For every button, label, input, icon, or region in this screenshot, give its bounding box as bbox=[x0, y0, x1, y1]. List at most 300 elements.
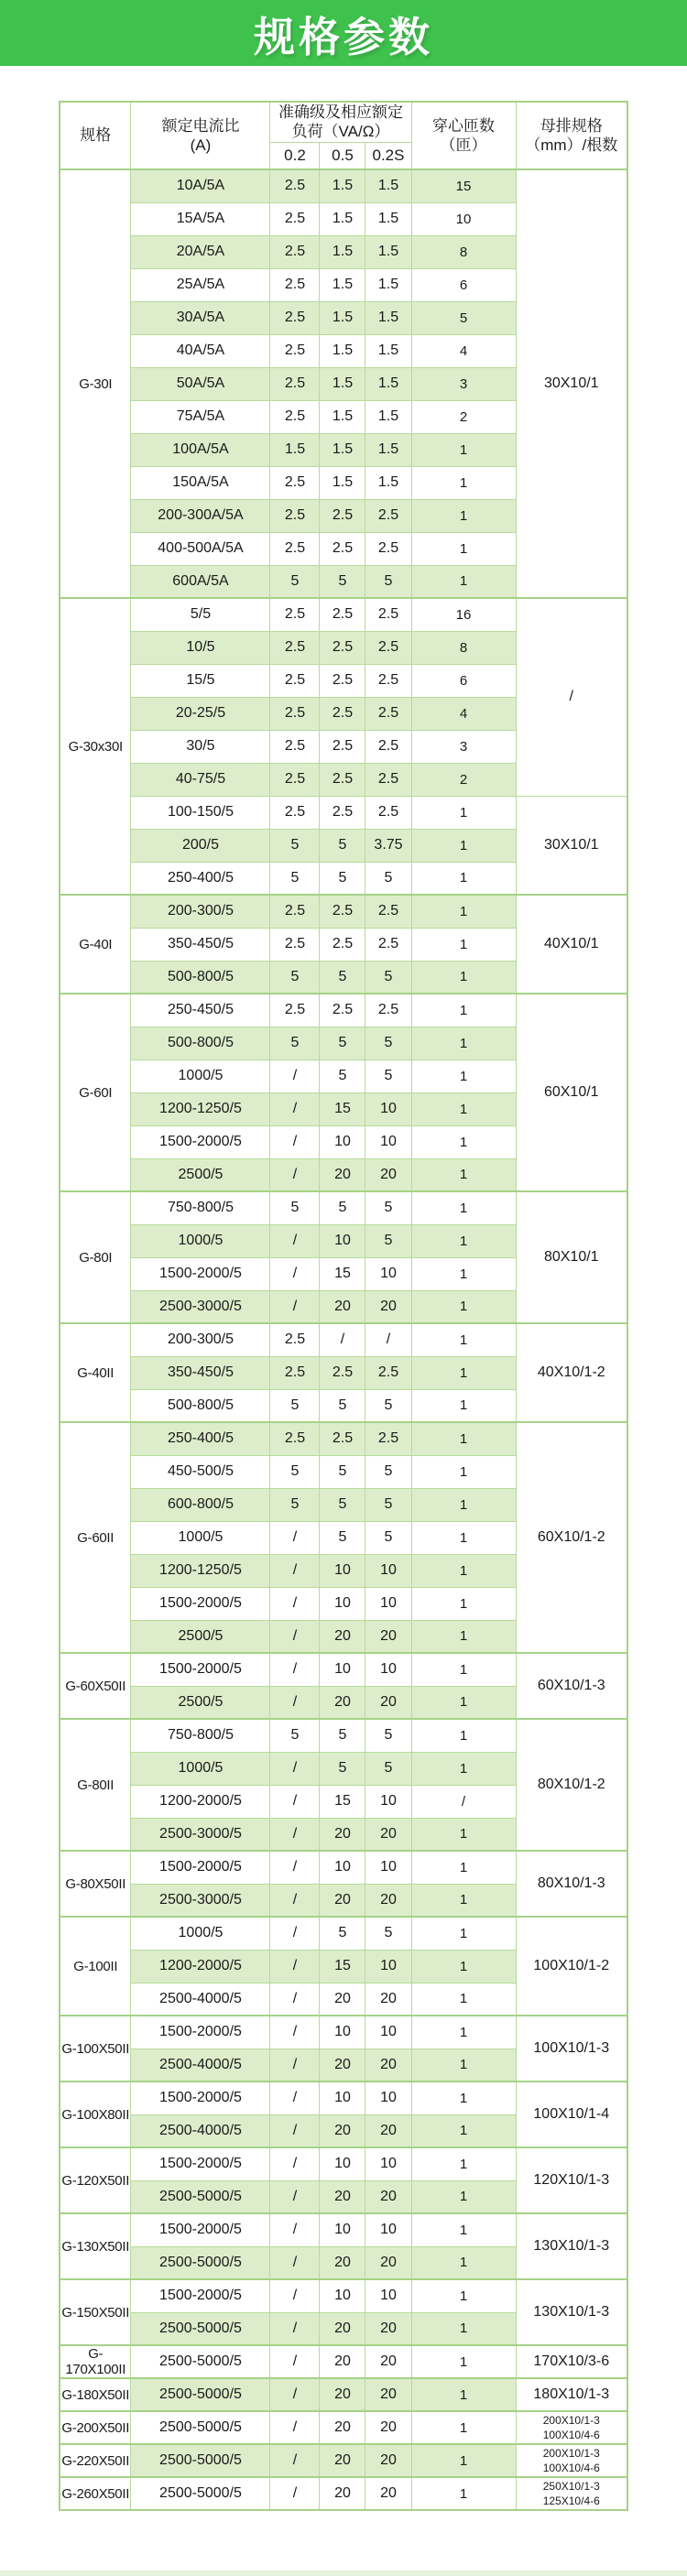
load-05-cell: 10 bbox=[320, 1224, 365, 1257]
turns-cell: 1 bbox=[411, 2246, 516, 2279]
turns-cell: 16 bbox=[411, 598, 516, 631]
load-02s-cell: 10 bbox=[365, 1587, 411, 1620]
table-row bbox=[60, 2444, 627, 2477]
load-02-cell: / bbox=[270, 1785, 320, 1818]
load-02s-cell: 2.5 bbox=[365, 499, 411, 532]
ratio-cell: 2500-5000/5 bbox=[131, 2312, 270, 2345]
turns-cell: 1 bbox=[411, 2213, 516, 2246]
spec-cell: G-100X50II bbox=[60, 2016, 131, 2081]
turns-cell: 1 bbox=[411, 1323, 516, 1356]
ratio-cell: 20A/5A bbox=[131, 235, 270, 268]
load-02-cell: / bbox=[270, 1158, 320, 1191]
subcol-header-05: 0.5 bbox=[320, 142, 365, 169]
load-02-cell: / bbox=[270, 1092, 320, 1125]
spec-cell: G-60I bbox=[60, 994, 131, 1191]
load-02s-cell: 20 bbox=[365, 2411, 411, 2444]
load-02-cell: 5 bbox=[270, 862, 320, 895]
table-row bbox=[60, 895, 627, 928]
ratio-cell: 500-800/5 bbox=[131, 1027, 270, 1060]
table-row bbox=[60, 2213, 627, 2246]
turns-cell: 1 bbox=[411, 895, 516, 928]
load-02-cell: 2.5 bbox=[270, 499, 320, 532]
table-row bbox=[60, 1851, 627, 1884]
load-02s-cell: 5 bbox=[365, 1389, 411, 1422]
load-05-cell: 1.5 bbox=[320, 202, 365, 235]
turns-cell: 1 bbox=[411, 532, 516, 565]
load-02-cell: / bbox=[270, 1851, 320, 1884]
load-02-cell: / bbox=[270, 1653, 320, 1686]
busbar-cell: 40X10/1 bbox=[516, 895, 627, 994]
load-05-cell: 5 bbox=[320, 1389, 365, 1422]
turns-cell: 1 bbox=[411, 1389, 516, 1422]
load-02-cell: / bbox=[270, 2016, 320, 2049]
ratio-cell: 2500-5000/5 bbox=[131, 2477, 270, 2510]
spec-cell: G-30I bbox=[60, 169, 131, 598]
load-02-cell: / bbox=[270, 2444, 320, 2477]
load-02s-cell: 5 bbox=[365, 1455, 411, 1488]
load-02s-cell: 2.5 bbox=[365, 763, 411, 796]
ratio-cell: 1500-2000/5 bbox=[131, 2016, 270, 2049]
load-02s-cell: 5 bbox=[365, 565, 411, 598]
busbar-cell: 250X10/1-3 125X10/4-6 bbox=[516, 2477, 627, 2510]
load-05-cell: 2.5 bbox=[320, 598, 365, 631]
load-02-cell: 5 bbox=[270, 565, 320, 598]
ratio-cell: 200/5 bbox=[131, 829, 270, 862]
table-row bbox=[60, 169, 627, 202]
spec-cell: G-120X50II bbox=[60, 2147, 131, 2213]
ratio-cell: 1200-2000/5 bbox=[131, 1950, 270, 1983]
load-02-cell: 2.5 bbox=[270, 400, 320, 433]
load-02s-cell: 2.5 bbox=[365, 697, 411, 730]
turns-cell: 1 bbox=[411, 1620, 516, 1653]
turns-cell: 1 bbox=[411, 1686, 516, 1719]
load-02-cell: / bbox=[270, 1620, 320, 1653]
load-05-cell: 1.5 bbox=[320, 235, 365, 268]
load-05-cell: 5 bbox=[320, 1060, 365, 1092]
busbar-cell: 130X10/1-3 bbox=[516, 2213, 627, 2279]
col-header-turns bbox=[411, 102, 516, 169]
turns-cell: 1 bbox=[411, 1983, 516, 2016]
table-row bbox=[60, 1191, 627, 1224]
ratio-cell: 450-500/5 bbox=[131, 1455, 270, 1488]
ratio-cell: 600A/5A bbox=[131, 565, 270, 598]
busbar-cell: 180X10/1-3 bbox=[516, 2378, 627, 2411]
load-02s-cell: 5 bbox=[365, 1488, 411, 1521]
turns-cell: 1 bbox=[411, 1917, 516, 1950]
turns-cell: 1 bbox=[411, 2444, 516, 2477]
load-02-cell: 2.5 bbox=[270, 631, 320, 664]
turns-cell: 1 bbox=[411, 2114, 516, 2147]
col-header-spec: 规格 bbox=[60, 102, 131, 169]
load-05-cell: 20 bbox=[320, 1983, 365, 2016]
ratio-cell: 2500-4000/5 bbox=[131, 1983, 270, 2016]
load-02s-cell: 20 bbox=[365, 2114, 411, 2147]
load-05-cell: 5 bbox=[320, 1521, 365, 1554]
load-02s-cell: 5 bbox=[365, 862, 411, 895]
turns-cell: 15 bbox=[411, 169, 516, 202]
turns-cell: 8 bbox=[411, 631, 516, 664]
table-row bbox=[60, 2411, 627, 2444]
turns-cell: 1 bbox=[411, 1158, 516, 1191]
load-05-cell: 2.5 bbox=[320, 499, 365, 532]
ratio-cell: 5/5 bbox=[131, 598, 270, 631]
turns-cell: 3 bbox=[411, 730, 516, 763]
turns-cell: 2 bbox=[411, 763, 516, 796]
load-02s-cell: 10 bbox=[365, 1554, 411, 1587]
table-row bbox=[60, 1653, 627, 1686]
load-02-cell: 5 bbox=[270, 961, 320, 994]
load-05-cell: 20 bbox=[320, 1686, 365, 1719]
load-02-cell: 2.5 bbox=[270, 268, 320, 301]
load-02s-cell: 2.5 bbox=[365, 532, 411, 565]
spec-cell: G-60II bbox=[60, 1422, 131, 1653]
ratio-cell: 40A/5A bbox=[131, 334, 270, 367]
ratio-cell: 200-300/5 bbox=[131, 1323, 270, 1356]
ratio-cell: 1200-1250/5 bbox=[131, 1554, 270, 1587]
load-02s-cell: 1.5 bbox=[365, 268, 411, 301]
ratio-cell: 400-500A/5A bbox=[131, 532, 270, 565]
load-02s-cell: 3.75 bbox=[365, 829, 411, 862]
ratio-cell: 25A/5A bbox=[131, 268, 270, 301]
load-02s-cell: 5 bbox=[365, 1719, 411, 1752]
load-02s-cell: 10 bbox=[365, 1257, 411, 1290]
ratio-cell: 10/5 bbox=[131, 631, 270, 664]
table-row bbox=[60, 1323, 627, 1356]
load-05-cell: 5 bbox=[320, 829, 365, 862]
ratio-cell: 350-450/5 bbox=[131, 1356, 270, 1389]
table-row bbox=[60, 2345, 627, 2378]
load-02s-cell: 10 bbox=[365, 1785, 411, 1818]
load-02s-cell: 1.5 bbox=[365, 334, 411, 367]
ratio-cell: 10A/5A bbox=[131, 169, 270, 202]
ratio-cell: 1500-2000/5 bbox=[131, 2081, 270, 2114]
load-05-cell: 2.5 bbox=[320, 994, 365, 1027]
ratio-cell: 2500-5000/5 bbox=[131, 2345, 270, 2378]
turns-cell: 1 bbox=[411, 1290, 516, 1323]
load-02-cell: 2.5 bbox=[270, 895, 320, 928]
spec-cell: G-200X50II bbox=[60, 2411, 131, 2444]
busbar-cell: 60X10/1-3 bbox=[516, 1653, 627, 1719]
load-02s-cell: 2.5 bbox=[365, 664, 411, 697]
spec-cell: G-170X100II bbox=[60, 2345, 131, 2378]
ratio-cell: 100A/5A bbox=[131, 433, 270, 466]
load-02-cell: 2.5 bbox=[270, 928, 320, 961]
load-02-cell: 2.5 bbox=[270, 334, 320, 367]
load-02s-cell: 10 bbox=[365, 2016, 411, 2049]
load-02-cell: / bbox=[270, 2279, 320, 2312]
load-02s-cell: 1.5 bbox=[365, 400, 411, 433]
busbar-cell: 120X10/1-3 bbox=[516, 2147, 627, 2213]
load-02s-cell: 5 bbox=[365, 961, 411, 994]
ratio-cell: 1500-2000/5 bbox=[131, 1125, 270, 1158]
load-02s-cell: 1.5 bbox=[365, 235, 411, 268]
ratio-cell: 250-400/5 bbox=[131, 1422, 270, 1455]
load-02-cell: / bbox=[270, 1818, 320, 1851]
load-05-cell: 20 bbox=[320, 1884, 365, 1917]
turns-cell: 1 bbox=[411, 2049, 516, 2081]
turns-cell: 1 bbox=[411, 2345, 516, 2378]
spec-cell: G-80II bbox=[60, 1719, 131, 1851]
load-05-cell: 2.5 bbox=[320, 1356, 365, 1389]
load-02s-cell: 2.5 bbox=[365, 796, 411, 829]
turns-cell: 1 bbox=[411, 1224, 516, 1257]
load-02-cell: 5 bbox=[270, 1191, 320, 1224]
load-02s-cell: 20 bbox=[365, 1158, 411, 1191]
ratio-cell: 1200-1250/5 bbox=[131, 1092, 270, 1125]
spec-cell: G-100II bbox=[60, 1917, 131, 2016]
load-05-cell: 15 bbox=[320, 1785, 365, 1818]
ratio-cell: 2500-5000/5 bbox=[131, 2444, 270, 2477]
load-05-cell: 10 bbox=[320, 1125, 365, 1158]
busbar-cell: 130X10/1-3 bbox=[516, 2279, 627, 2345]
turns-cell: 1 bbox=[411, 2312, 516, 2345]
ratio-cell: 200-300A/5A bbox=[131, 499, 270, 532]
load-02-cell: / bbox=[270, 1257, 320, 1290]
load-05-cell: 10 bbox=[320, 1587, 365, 1620]
turns-cell: 1 bbox=[411, 961, 516, 994]
ratio-cell: 1500-2000/5 bbox=[131, 1653, 270, 1686]
col-header-busbar-line2: （mm）/根数 bbox=[525, 136, 618, 154]
ratio-cell: 2500/5 bbox=[131, 1620, 270, 1653]
load-05-cell: 5 bbox=[320, 1917, 365, 1950]
turns-cell: 1 bbox=[411, 2147, 516, 2180]
ratio-cell: 15/5 bbox=[131, 664, 270, 697]
load-05-cell: 5 bbox=[320, 862, 365, 895]
ratio-cell: 2500-4000/5 bbox=[131, 2114, 270, 2147]
load-02s-cell: 20 bbox=[365, 2345, 411, 2378]
table-row bbox=[60, 1917, 627, 1950]
turns-cell: 1 bbox=[411, 565, 516, 598]
load-05-cell: 20 bbox=[320, 1818, 365, 1851]
col-header-turns-line1: 穿心匝数 bbox=[432, 116, 496, 135]
busbar-cell: 80X10/1 bbox=[516, 1191, 627, 1323]
load-05-cell: 2.5 bbox=[320, 532, 365, 565]
load-05-cell: 5 bbox=[320, 1752, 365, 1785]
load-02s-cell: 2.5 bbox=[365, 994, 411, 1027]
load-05-cell: 2.5 bbox=[320, 928, 365, 961]
load-02s-cell: 20 bbox=[365, 1686, 411, 1719]
load-05-cell: 2.5 bbox=[320, 730, 365, 763]
turns-cell: 1 bbox=[411, 1257, 516, 1290]
load-02s-cell: 20 bbox=[365, 2444, 411, 2477]
load-05-cell: 2.5 bbox=[320, 664, 365, 697]
turns-cell: 4 bbox=[411, 697, 516, 730]
load-05-cell: 20 bbox=[320, 2180, 365, 2213]
col-header-turns-line2: （匝） bbox=[440, 136, 487, 154]
load-02-cell: 5 bbox=[270, 1455, 320, 1488]
table-row bbox=[60, 2016, 627, 2049]
turns-cell: 1 bbox=[411, 1191, 516, 1224]
spec-cell: G-80I bbox=[60, 1191, 131, 1323]
load-05-cell: 5 bbox=[320, 1488, 365, 1521]
load-02-cell: / bbox=[270, 2246, 320, 2279]
load-02-cell: / bbox=[270, 2114, 320, 2147]
load-02s-cell: 20 bbox=[365, 2246, 411, 2279]
col-header-ratio bbox=[131, 102, 270, 169]
load-05-cell: 20 bbox=[320, 2477, 365, 2510]
load-05-cell: 10 bbox=[320, 1554, 365, 1587]
load-02s-cell: 2.5 bbox=[365, 730, 411, 763]
load-02s-cell: 1.5 bbox=[365, 433, 411, 466]
load-02-cell: / bbox=[270, 2345, 320, 2378]
ratio-cell: 150A/5A bbox=[131, 466, 270, 499]
load-02-cell: 5 bbox=[270, 829, 320, 862]
bottom-strip bbox=[0, 2571, 687, 2576]
load-02-cell: / bbox=[270, 2213, 320, 2246]
ratio-cell: 2500-5000/5 bbox=[131, 2180, 270, 2213]
subcol-header-02s: 0.2S bbox=[365, 142, 411, 169]
load-02-cell: / bbox=[270, 1554, 320, 1587]
spec-cell: G-130X50II bbox=[60, 2213, 131, 2279]
busbar-cell: 30X10/1 bbox=[516, 796, 627, 895]
ratio-cell: 500-800/5 bbox=[131, 961, 270, 994]
ratio-cell: 2500-5000/5 bbox=[131, 2246, 270, 2279]
table-body bbox=[60, 169, 627, 2510]
turns-cell: 1 bbox=[411, 1554, 516, 1587]
spec-cell: G-80X50II bbox=[60, 1851, 131, 1917]
load-05-cell: 5 bbox=[320, 1455, 365, 1488]
load-05-cell: 10 bbox=[320, 2279, 365, 2312]
load-05-cell: 2.5 bbox=[320, 1422, 365, 1455]
load-02s-cell: 2.5 bbox=[365, 1356, 411, 1389]
turns-cell: 1 bbox=[411, 1818, 516, 1851]
turns-cell: 1 bbox=[411, 829, 516, 862]
turns-cell: 1 bbox=[411, 796, 516, 829]
col-header-busbar bbox=[516, 102, 627, 169]
load-02-cell: 2.5 bbox=[270, 1356, 320, 1389]
load-05-cell: 5 bbox=[320, 961, 365, 994]
turns-cell: 1 bbox=[411, 928, 516, 961]
load-05-cell: 1.5 bbox=[320, 400, 365, 433]
load-05-cell: 20 bbox=[320, 2246, 365, 2279]
turns-cell: 5 bbox=[411, 301, 516, 334]
load-02-cell: / bbox=[270, 1125, 320, 1158]
load-02s-cell: 5 bbox=[365, 1917, 411, 1950]
load-02-cell: 2.5 bbox=[270, 796, 320, 829]
turns-cell: 1 bbox=[411, 2477, 516, 2510]
load-05-cell: 20 bbox=[320, 1158, 365, 1191]
load-02-cell: 2.5 bbox=[270, 235, 320, 268]
table-row bbox=[60, 796, 627, 829]
load-05-cell: 1.5 bbox=[320, 367, 365, 400]
busbar-cell: 80X10/1-2 bbox=[516, 1719, 627, 1851]
turns-cell: 1 bbox=[411, 1653, 516, 1686]
turns-cell: 6 bbox=[411, 268, 516, 301]
busbar-cell: 170X10/3-6 bbox=[516, 2345, 627, 2378]
ratio-cell: 30/5 bbox=[131, 730, 270, 763]
load-02s-cell: 1.5 bbox=[365, 202, 411, 235]
load-05-cell: 1.5 bbox=[320, 268, 365, 301]
load-02s-cell: 5 bbox=[365, 1224, 411, 1257]
load-02-cell: 5 bbox=[270, 1488, 320, 1521]
ratio-cell: 20-25/5 bbox=[131, 697, 270, 730]
load-02s-cell: 2.5 bbox=[365, 598, 411, 631]
ratio-cell: 250-450/5 bbox=[131, 994, 270, 1027]
load-02-cell: / bbox=[270, 1884, 320, 1917]
load-02s-cell: 20 bbox=[365, 1884, 411, 1917]
spec-cell: G-40I bbox=[60, 895, 131, 994]
ratio-cell: 15A/5A bbox=[131, 202, 270, 235]
turns-cell: 1 bbox=[411, 1521, 516, 1554]
load-05-cell: 20 bbox=[320, 2411, 365, 2444]
load-05-cell: 2.5 bbox=[320, 763, 365, 796]
load-02-cell: 2.5 bbox=[270, 1422, 320, 1455]
turns-cell: 1 bbox=[411, 1488, 516, 1521]
spec-cell: G-150X50II bbox=[60, 2279, 131, 2345]
load-05-cell: 20 bbox=[320, 2114, 365, 2147]
load-02-cell: 2.5 bbox=[270, 730, 320, 763]
ratio-cell: 2500-3000/5 bbox=[131, 1290, 270, 1323]
load-02-cell: 2.5 bbox=[270, 466, 320, 499]
ratio-cell: 2500-5000/5 bbox=[131, 2378, 270, 2411]
load-02-cell: 2.5 bbox=[270, 763, 320, 796]
load-02s-cell: 20 bbox=[365, 2378, 411, 2411]
load-02-cell: / bbox=[270, 1983, 320, 2016]
load-02s-cell: 20 bbox=[365, 1290, 411, 1323]
turns-cell: 1 bbox=[411, 1125, 516, 1158]
turns-cell: 1 bbox=[411, 499, 516, 532]
ratio-cell: 2500/5 bbox=[131, 1686, 270, 1719]
load-02s-cell: 2.5 bbox=[365, 895, 411, 928]
load-02s-cell: 1.5 bbox=[365, 466, 411, 499]
load-05-cell: 2.5 bbox=[320, 631, 365, 664]
turns-cell: 1 bbox=[411, 2016, 516, 2049]
busbar-cell: 100X10/1-3 bbox=[516, 2016, 627, 2081]
load-02s-cell: 20 bbox=[365, 1620, 411, 1653]
load-02-cell: / bbox=[270, 1060, 320, 1092]
load-05-cell: 10 bbox=[320, 2147, 365, 2180]
load-02-cell: / bbox=[270, 2477, 320, 2510]
ratio-cell: 1000/5 bbox=[131, 1060, 270, 1092]
turns-cell: 1 bbox=[411, 2279, 516, 2312]
load-02-cell: 2.5 bbox=[270, 697, 320, 730]
load-02-cell: / bbox=[270, 2049, 320, 2081]
load-02-cell: 2.5 bbox=[270, 994, 320, 1027]
load-02-cell: / bbox=[270, 1587, 320, 1620]
load-02s-cell: 2.5 bbox=[365, 1422, 411, 1455]
load-02s-cell: 10 bbox=[365, 1125, 411, 1158]
busbar-cell: 200X10/1-3 100X10/4-6 bbox=[516, 2444, 627, 2477]
table-row bbox=[60, 1422, 627, 1455]
table-row bbox=[60, 2147, 627, 2180]
load-02s-cell: 10 bbox=[365, 2279, 411, 2312]
turns-cell: 8 bbox=[411, 235, 516, 268]
load-05-cell: 5 bbox=[320, 1027, 365, 1060]
load-05-cell: 1.5 bbox=[320, 169, 365, 202]
load-02-cell: / bbox=[270, 2180, 320, 2213]
turns-cell: 10 bbox=[411, 202, 516, 235]
load-05-cell: 20 bbox=[320, 2049, 365, 2081]
spec-cell: G-260X50II bbox=[60, 2477, 131, 2510]
load-02-cell: 5 bbox=[270, 1389, 320, 1422]
load-02-cell: 2.5 bbox=[270, 301, 320, 334]
turns-cell: / bbox=[411, 1785, 516, 1818]
ratio-cell: 100-150/5 bbox=[131, 796, 270, 829]
turns-cell: 1 bbox=[411, 2378, 516, 2411]
load-02s-cell: 20 bbox=[365, 1818, 411, 1851]
ratio-cell: 75A/5A bbox=[131, 400, 270, 433]
table-row bbox=[60, 2081, 627, 2114]
load-05-cell: 10 bbox=[320, 2213, 365, 2246]
load-02s-cell: 10 bbox=[365, 2213, 411, 2246]
spec-cell: G-40II bbox=[60, 1323, 131, 1422]
ratio-cell: 750-800/5 bbox=[131, 1191, 270, 1224]
turns-cell: 1 bbox=[411, 994, 516, 1027]
load-02-cell: 5 bbox=[270, 1027, 320, 1060]
load-05-cell: 10 bbox=[320, 2016, 365, 2049]
load-05-cell: 10 bbox=[320, 1653, 365, 1686]
spec-table bbox=[59, 101, 628, 2511]
